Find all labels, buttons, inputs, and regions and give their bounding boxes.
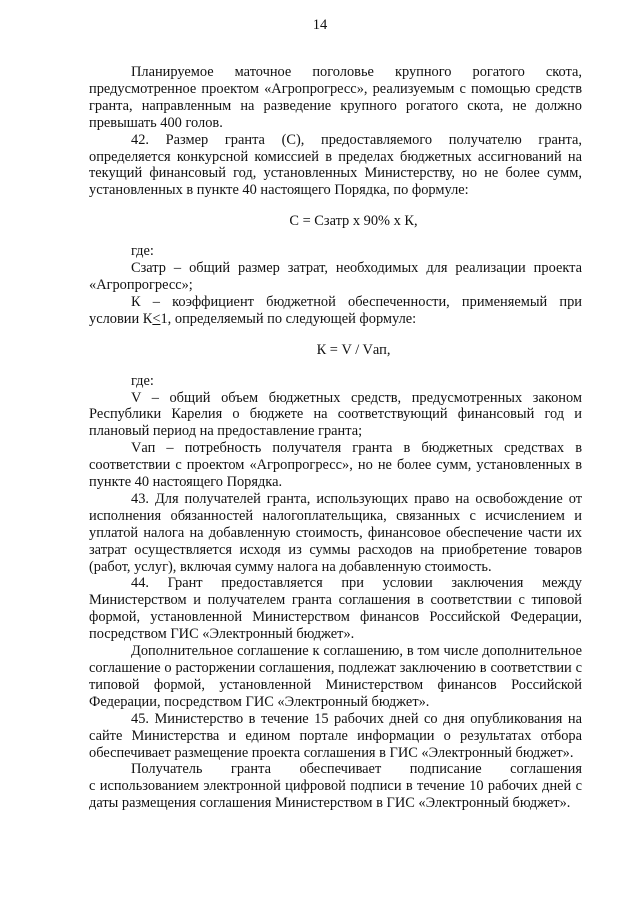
page-number: 14 <box>312 17 328 33</box>
formula-coefficient: К = V / Vап, <box>316 341 391 358</box>
paragraph-44-agreement: 44. Грант предоставляется при условии заключения между Министерством и получателем гранта соглашения в соответствии с типовой формой, установленной Министерством финансов Российской Федерации, посредством ГИС «Электронный бюджет». <box>89 575 582 643</box>
paragraph-42-grant-size: 42. Размер гранта (С), предоставляемого получателю гранта, определяется конкурсной комиссией в пределах бюджетных ассигнований на текущий финансовый год, установленных Министерству, но не более сумм, установленных в пункте 40 настоящего Порядка, по формуле: <box>89 131 582 199</box>
word-1: Получатель <box>131 761 203 778</box>
paragraph-45-placement: 45. Министерство в течение 15 рабочих дней со дня опубликования на сайте Министерства и едином портале информации о результатах отбора обеспечивает размещение проекта соглашения в ГИС «Электронный бюджет». <box>89 710 582 761</box>
where-label-1: где: <box>131 243 154 260</box>
definition-vap: Vап – потребность получателя гранта в бюджетных средствах в соответствии с проектом «Агропрогресс», но не более сумм, установленных в пункте 40 настоящего Порядка. <box>89 440 582 491</box>
formula-grant-size: С = Сзатр х 90% х К, <box>289 213 418 230</box>
word-3: обеспечивает <box>299 761 382 778</box>
definition-k-tail: 1, определяемый по следующей формуле: <box>160 310 417 327</box>
document-body <box>89 64 582 812</box>
less-equal-sign: < <box>152 310 161 327</box>
definition-szatr: Сзатр – общий размер затрат, необходимых для реализации проекта «Агропрогресс»; <box>89 260 582 293</box>
paragraph-signing-rest: с использованием электронной цифровой подписи в течение 10 рабочих дней с даты размещения соглашения Министерством в ГИС «Электронный бюджет». <box>89 778 582 812</box>
paragraph-livestock-limit: Планируемое маточное поголовье крупного рогатого скота, предусмотренное проектом «Агропрогресс», реализуемым с помощью средств гранта, направленным на разведение крупного рогатого скота, не должно превышать 400 голов. <box>89 64 582 131</box>
word-5: соглашения <box>510 761 582 778</box>
where-label-2: где: <box>131 372 154 389</box>
definition-k <box>89 294 582 328</box>
word-2: гранта <box>230 761 271 778</box>
paragraph-43-vat: 43. Для получателей гранта, использующих право на освобождение от исполнения обязанностей налогоплательщика, связанных с исчислением и уплатой налога на добавленную стоимость, финансовое обеспечение части их затрат осуществляется исходя из суммы расходов на приобретение товаров (работ, услуг), включая сумму налога на добавленную стоимость. <box>89 490 582 575</box>
definition-v: V – общий объем бюджетных средств, предусмотренных законом Республики Карелия о бюджете на соответствующий финансовый год и плановый период на предоставление гранта; <box>89 389 582 440</box>
paragraph-additional-agreement: Дополнительное соглашение к соглашению, в том числе дополнительное соглашение о расторжении соглашения, подлежат заключению в соответствии с типовой формой, установленной Министерством финансов Российской Федерации, посредством ГИС «Электронный бюджет». <box>89 643 582 710</box>
word-4: подписание <box>409 761 482 778</box>
paragraph-signing-first-line <box>89 761 582 778</box>
definition-k-text: К – коэффициент бюджетной обеспеченности, применяемый при условии К <box>89 293 582 327</box>
